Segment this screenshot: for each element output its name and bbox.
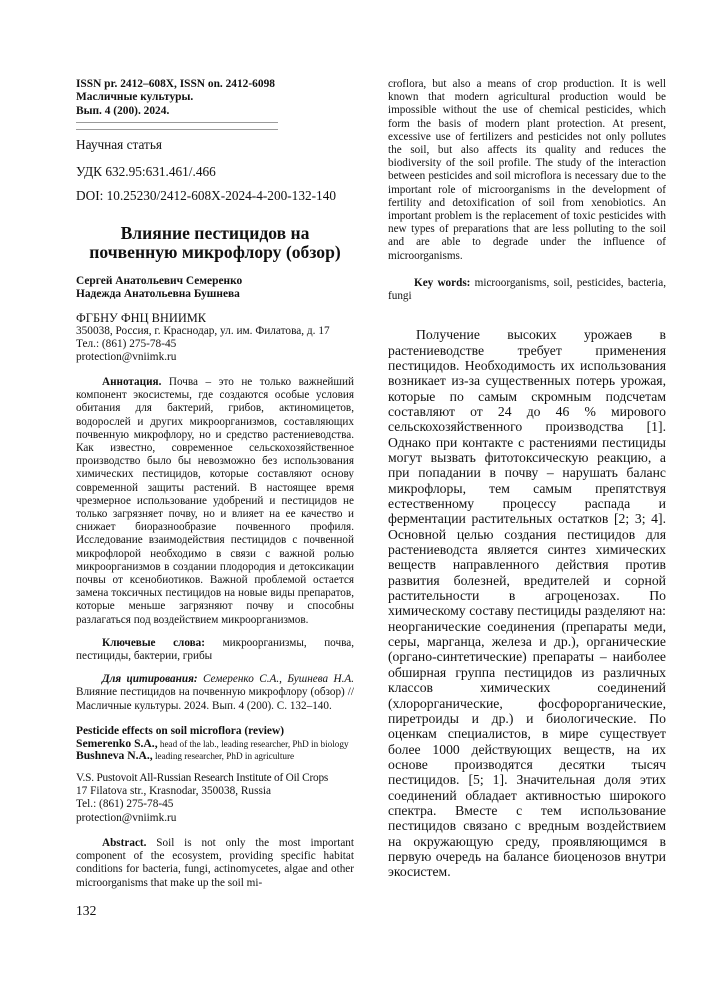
doi: DOI: 10.25230/2412-608X-2024-4-200-132-140: [76, 187, 336, 203]
address: 17 Filatova str., Krasnodar, 350038, Russia: [76, 785, 272, 798]
affiliation-en: [76, 772, 354, 825]
keywords-ru: [76, 637, 354, 663]
article-type: Научная статья: [76, 136, 163, 152]
author: Сергей Анатольевич Семеренко: [76, 274, 243, 287]
citation: [76, 673, 354, 713]
affiliation-ru: [76, 312, 354, 364]
authors-ru: [76, 275, 354, 302]
article-title-en: Pesticide effects on soil microflora (review): [76, 724, 285, 737]
abstract-en-continued: croflora, but also a means of crop production. It is well known that modern agricultural production would be impossible without the use of chemical pesticides, which form the basis of modern plant protection. At present, excessive use of fertilizers and pesticides not only pollutes the soil, but also affects its quality and reduces the biodiversity of the soil profile. The study of the interaction between pesticides and soil microflora is necessary due to the important role of microorganisms in the development of fertility and detoxification of soil from xenobiotics. An important problem is the replacement of toxic pesticides with new types of preparations that are less polluting to the soil and are able to degrade under the influence of microorganisms.: [388, 78, 666, 262]
phone: Tel.: (861) 275-78-45: [76, 798, 174, 811]
keywords-en: [388, 277, 666, 303]
citation-text: Влияние пестицидов на почвенную микрофлору (обзор) // Масличные культуры. 2024. Вып. 4 (200). С. 132–140.: [76, 686, 354, 712]
author: Надежда Анатольевна Бушнева: [76, 288, 240, 301]
keywords-text: microorganisms, soil, pesticides, bacteria, fungi: [388, 276, 667, 303]
citation-label: Для цитирования:: [102, 673, 198, 686]
journal-name: Масличные культуры.: [76, 91, 194, 104]
udk: УДК 632.95:631.461/.466: [76, 163, 216, 179]
abstract-text: Почва – это не только важнейший компонент экосистемы, где создаются особые условия обитания для бактерий, грибов, актиномицетов, водорослей и других микроорганизмов, составляющих почвенную микрофлору, но и средство растениеводства. Как известно, современное сельскохозяйственное производство было бы невозможно без использования химических пестицидов, которые составляют основу современной защиты растений. В настоящее время чрезмерное использование удобрений и пестицидов не только загрязняет почву, но и влияет на ее качество и снижает биоразнообразие почвенного профиля. Исследование взаимодействия пестицидов с почвенной микрофлорой необходимо в связи с важной ролью микроорганизмов в создании плодородия и детоксикации почвы от ксенобиотиков. Важной проблемой остается замена токсичных пестицидов на новые виды препаратов, которые меньше загрязняют почву и способны разлагаться под воздействием микроорганизмов.: [76, 375, 354, 626]
phone: Тел.: (861) 275-78-45: [76, 337, 177, 350]
abstract-ru: [76, 376, 354, 627]
author-role: head of the lab., leading researcher, PhD in biology: [157, 738, 349, 749]
right-column: [388, 78, 666, 880]
org: V.S. Pustovoit All-Russian Research Institute of Oil Crops: [76, 771, 329, 784]
citation-authors: Семеренко С.А., Бушнева Н.А.: [197, 673, 355, 686]
email[interactable]: protection@vniimk.ru: [76, 811, 177, 824]
left-column: [76, 78, 354, 890]
address: 350038, Россия, г. Краснодар, ул. им. Филатова, д. 17: [76, 324, 330, 337]
keywords-text: микроорганизмы, почва, пестициды, бактерии, грибы: [76, 636, 355, 662]
journal-header: [76, 78, 354, 118]
author-name: Semerenko S.A.,: [76, 736, 158, 750]
email[interactable]: protection@vniimk.ru: [76, 350, 177, 363]
issue: Вып. 4 (200). 2024.: [76, 104, 170, 117]
author-en: [76, 750, 354, 763]
author-name: Bushneva N.A.,: [76, 749, 153, 763]
keywords-label: Key words:: [414, 276, 471, 289]
article-title-ru: [76, 224, 354, 263]
keywords-label: Ключевые слова:: [102, 636, 206, 649]
divider: [76, 122, 278, 123]
authors-en: [76, 738, 354, 763]
abstract-label: Аннотация.: [102, 375, 162, 388]
author-role: leading researcher, PhD in agriculture: [152, 751, 295, 762]
title-line: Влияние пестицидов на: [120, 222, 310, 243]
divider: [76, 129, 278, 130]
page-number: 132: [76, 903, 97, 918]
issn: ISSN pr. 2412–608X, ISSN on. 2412-6098: [76, 78, 275, 90]
abstract-label: Abstract.: [102, 836, 147, 849]
abstract-en: [76, 837, 354, 890]
abstract-text: Soil is not only the most important component of the ecosystem, providing specific habitat conditions for bacteria, fungi, actinomycetes, algae and other microorganisms that make up the soil mi-: [76, 836, 354, 889]
body-paragraph: Получение высоких урожаев в растениеводстве требует применения пестицидов. Необходимость их использования возникает из-за существенных потерь урожая, которые по самым скромным подсчетам составляют от 24 до 46 % мирового сельскохозяйственного производства [1]. Однако при контакте с растениями пестициды могут вызвать фитотоксическую реакцию, а при попадании в почву – нарушать баланс микрофлоры, тем самым препятствуя естественному процессу распада и ферментации растительных остатков [2; 3; 4]. Основной целью создания пестицидов для растениеводста является синтез химических веществ направленного действия против развития болезней, вредителей и сорной растительности в агроценозах. По химическому составу пестициды разделяют на: неорганические соединения (препараты меди, серы, марганца, железа и др.), органические (органо-синтетические) препараты – наиболее обширная группа пестицидов из различных классов химических соединений (хлорорганические, фосфорорганические, пиретроиды и др.) и биологические. По оценкам специалистов, в мире существует более 1000 действующих веществ, на их основе производятся десятки тысяч пестицидов. [5; 1]. Значительная доля этих соединений обладает активностью широкого спектра. Вместе с тем использование пестицидов связано с вредным воздействием на окружающую среду, проявляющимся в первую очередь на балансе биоценозов внутри экосистем.: [388, 327, 666, 880]
org: ФГБНУ ФНЦ ВНИИМК: [76, 310, 207, 325]
title-line: почвенную микрофлору (обзор): [89, 242, 341, 263]
